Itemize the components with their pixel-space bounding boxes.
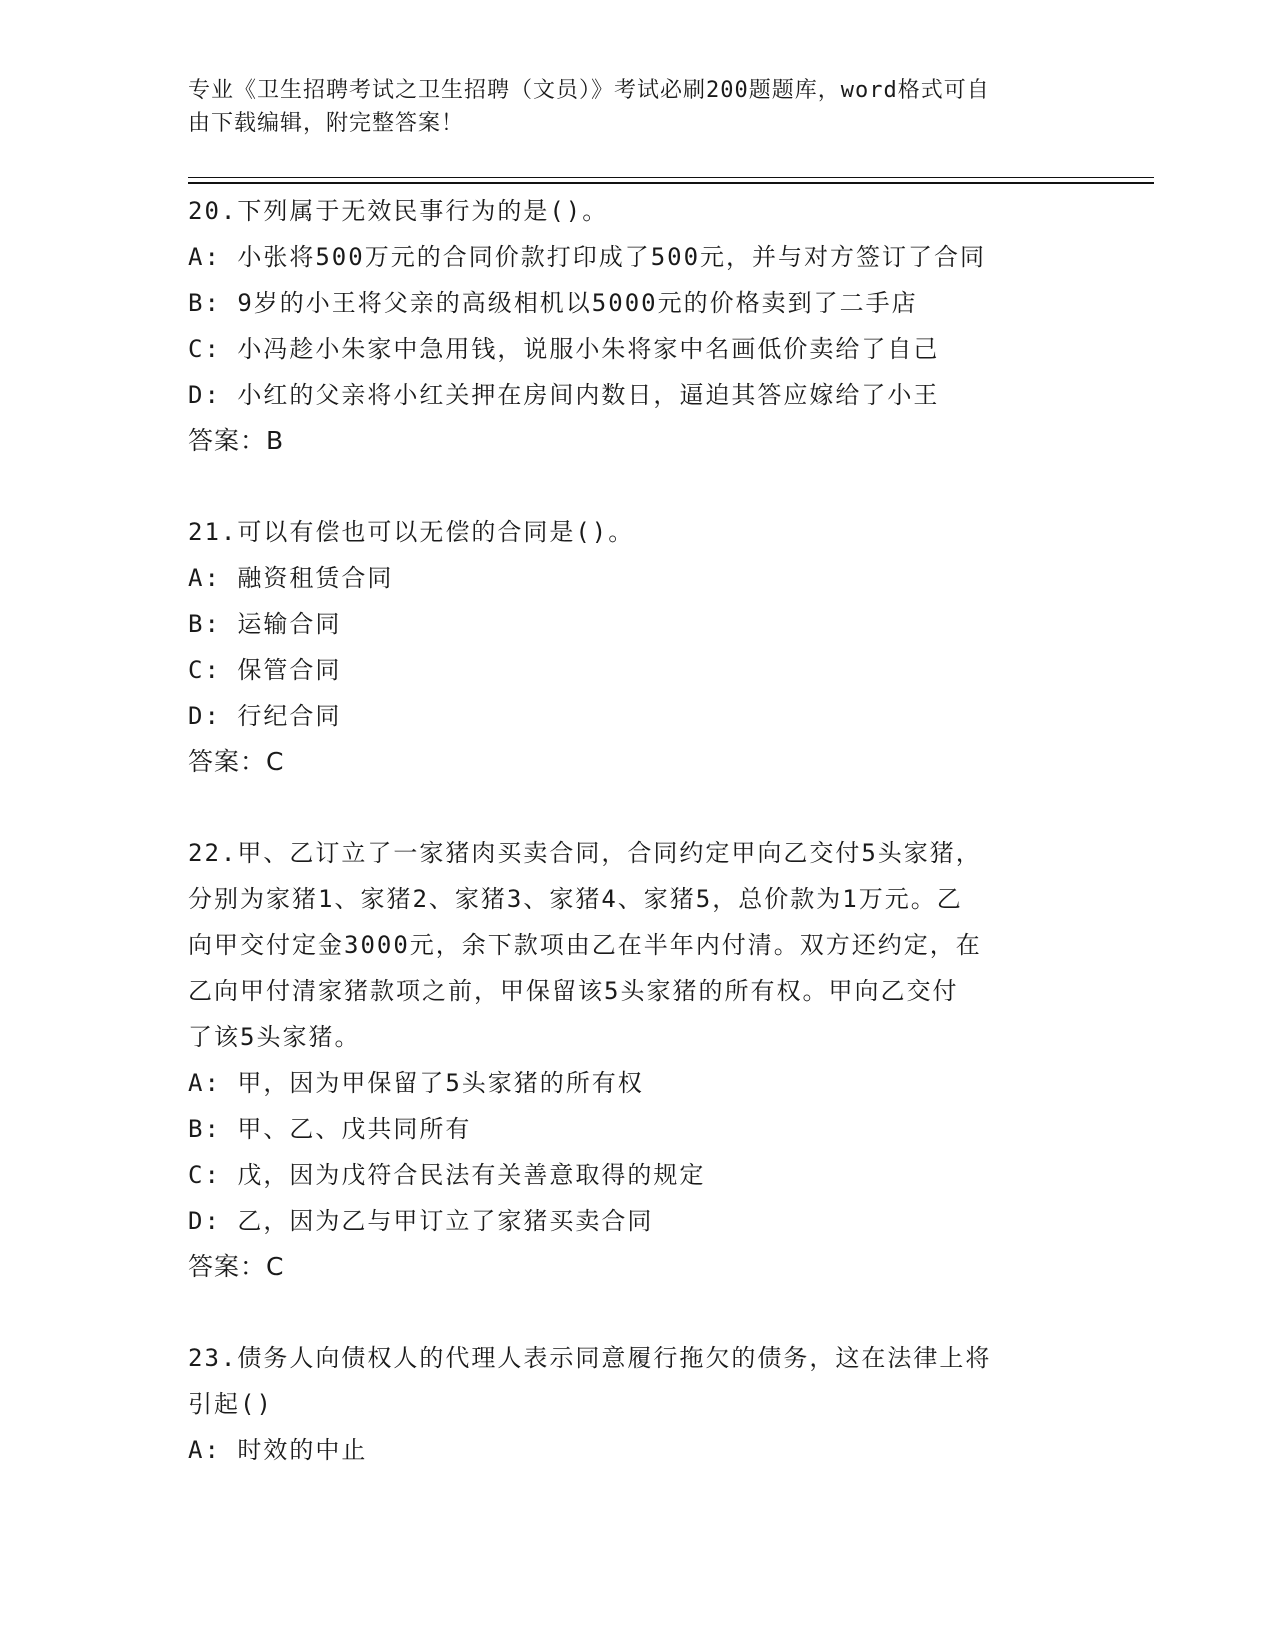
question-stem: 引起()	[188, 1390, 273, 1418]
question-gap	[188, 785, 1088, 830]
option-a: A: 甲，因为甲保留了5头家猪的所有权	[188, 1069, 644, 1097]
option-b: B: 9岁的小王将父亲的高级相机以5000元的价格卖到了二手店	[188, 289, 918, 317]
question-stem: 向甲交付定金3000元，余下款项由乙在半年内付清。双方还约定，在	[188, 931, 982, 959]
header-divider-thick	[188, 182, 1154, 184]
question-22	[188, 830, 1088, 1290]
option-d: D: 乙，因为乙与甲订立了家猪买卖合同	[188, 1207, 654, 1235]
option-a: A: 时效的中止	[188, 1436, 368, 1464]
question-stem: 乙向甲付清家猪款项之前，甲保留该5头家猪的所有权。甲向乙交付	[188, 977, 959, 1005]
question-stem: 22.甲、乙订立了一家猪肉买卖合同，合同约定甲向乙交付5头家猪，	[188, 839, 982, 867]
question-list	[188, 188, 1088, 1473]
question-stem: 了该5头家猪。	[188, 1023, 361, 1051]
question-stem: 分别为家猪1、家猪2、家猪3、家猪4、家猪5，总价款为1万元。乙	[188, 885, 963, 913]
answer-line: 答案：C	[188, 1252, 285, 1281]
question-stem: 20.下列属于无效民事行为的是()。	[188, 197, 609, 225]
question-20	[188, 188, 1088, 464]
question-21	[188, 509, 1088, 785]
option-b: B: 甲、乙、戊共同所有	[188, 1115, 472, 1143]
question-stem: 21.可以有偿也可以无偿的合同是()。	[188, 518, 635, 546]
question-23	[188, 1335, 1088, 1473]
option-c: C: 戊，因为戊符合民法有关善意取得的规定	[188, 1161, 706, 1189]
option-c: C: 保管合同	[188, 656, 342, 684]
option-c: C: 小冯趁小朱家中急用钱，说服小朱将家中名画低价卖给了自己	[188, 335, 940, 363]
answer-line: 答案：B	[188, 426, 285, 455]
option-d: D: 小红的父亲将小红关押在房间内数日，逼迫其答应嫁给了小王	[188, 381, 940, 409]
option-a: A: 融资租赁合同	[188, 564, 394, 592]
answer-line: 答案：C	[188, 747, 285, 776]
document-header	[188, 74, 1088, 140]
question-gap	[188, 1290, 1088, 1335]
option-d: D: 行纪合同	[188, 702, 342, 730]
header-divider-thin	[188, 177, 1154, 178]
question-gap	[188, 464, 1088, 509]
header-line-2: 由下载编辑，附完整答案！	[188, 111, 465, 136]
question-stem: 23.债务人向债权人的代理人表示同意履行拖欠的债务，这在法律上将	[188, 1344, 992, 1372]
option-b: B: 运输合同	[188, 610, 342, 638]
header-line-1: 专业《卫生招聘考试之卫生招聘（文员）》考试必刷200题题库，word格式可自	[188, 78, 990, 103]
option-a: A: 小张将500万元的合同价款打印成了500元，并与对方签订了合同	[188, 243, 987, 271]
